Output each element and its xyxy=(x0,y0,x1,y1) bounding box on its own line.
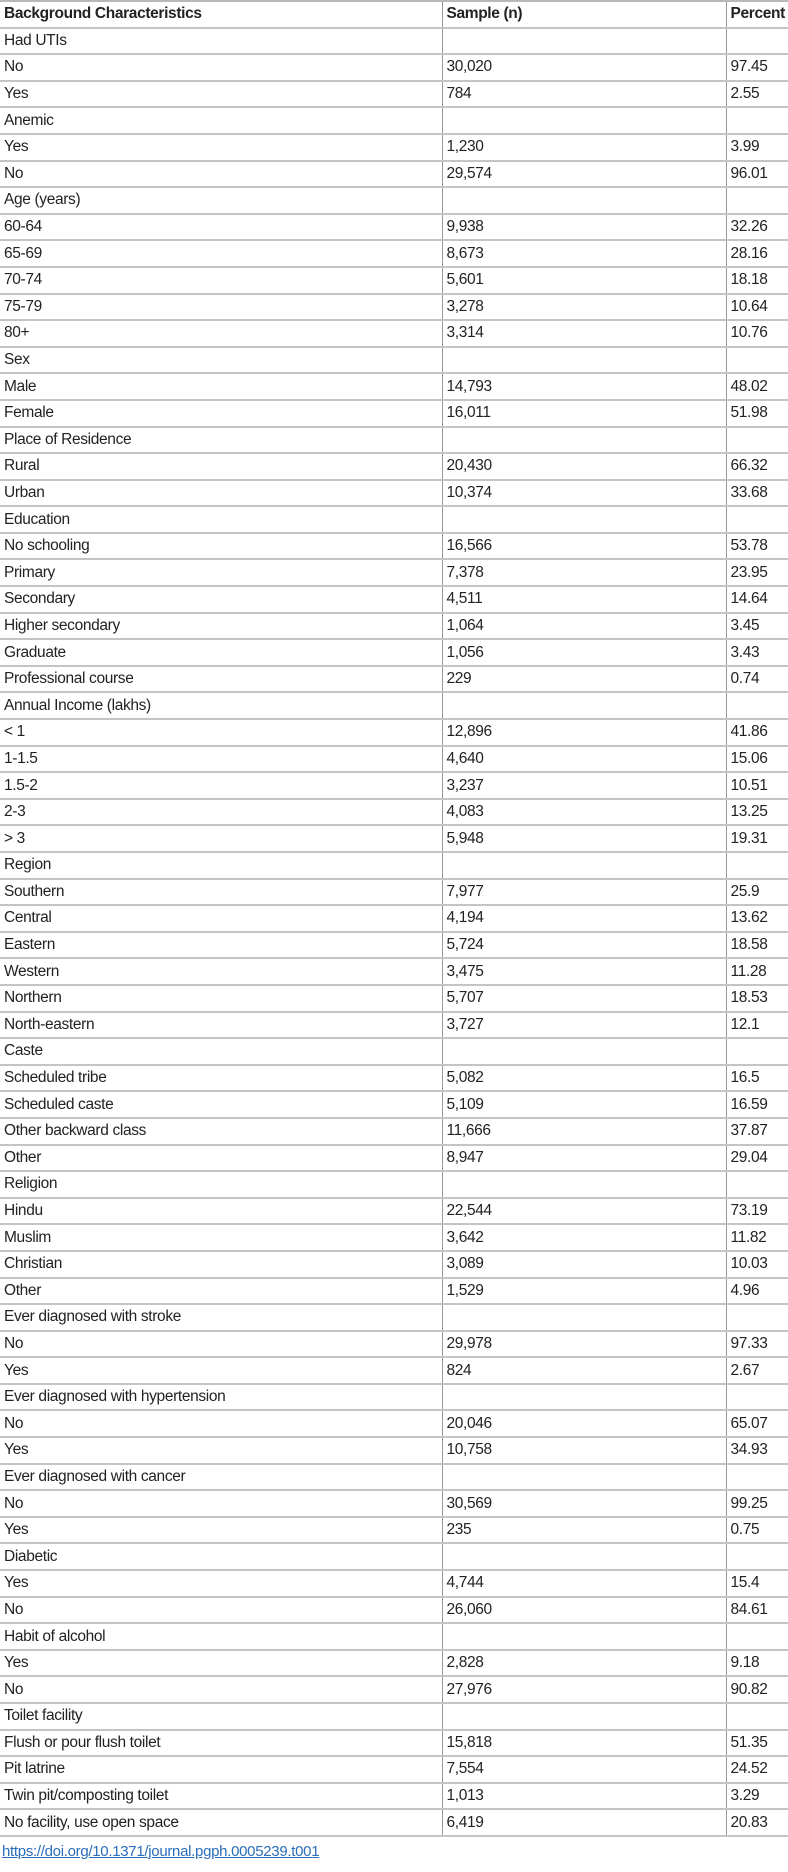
characteristic-cell: Education xyxy=(0,506,442,533)
table-row xyxy=(0,1490,788,1517)
percent-cell: 23.95 xyxy=(726,559,788,586)
characteristic-cell: 80+ xyxy=(0,320,442,347)
sample-cell: 1,056 xyxy=(442,639,726,666)
characteristic-cell: Had UTIs xyxy=(0,28,442,55)
percent-cell: 3.29 xyxy=(726,1783,788,1810)
table-row xyxy=(0,1650,788,1677)
percent-cell: 19.31 xyxy=(726,825,788,852)
sample-cell: 6,419 xyxy=(442,1809,726,1836)
table-row xyxy=(0,1357,788,1384)
percent-cell xyxy=(726,1623,788,1650)
table-row xyxy=(0,1171,788,1198)
percent-cell: 12.1 xyxy=(726,1012,788,1039)
percent-cell: 65.07 xyxy=(726,1410,788,1437)
characteristic-cell: Western xyxy=(0,958,442,985)
sample-cell: 5,601 xyxy=(442,267,726,294)
percent-cell xyxy=(726,1464,788,1491)
sample-cell: 3,089 xyxy=(442,1251,726,1278)
table-row xyxy=(0,214,788,241)
table-row xyxy=(0,1730,788,1757)
characteristic-cell: Other xyxy=(0,1145,442,1172)
percent-cell: 0.74 xyxy=(726,666,788,693)
sample-cell: 9,938 xyxy=(442,214,726,241)
sample-cell xyxy=(442,1623,726,1650)
sample-cell: 11,666 xyxy=(442,1118,726,1145)
sample-cell xyxy=(442,1543,726,1570)
characteristic-cell: No facility, use open space xyxy=(0,1809,442,1836)
sample-cell: 784 xyxy=(442,81,726,108)
percent-cell: 15.4 xyxy=(726,1570,788,1597)
sample-cell: 15,818 xyxy=(442,1730,726,1757)
characteristic-cell: No xyxy=(0,1410,442,1437)
sample-cell: 229 xyxy=(442,666,726,693)
sample-cell: 824 xyxy=(442,1357,726,1384)
characteristic-cell: Twin pit/composting toilet xyxy=(0,1783,442,1810)
sample-cell: 12,896 xyxy=(442,719,726,746)
table-row xyxy=(0,1012,788,1039)
sample-cell: 7,977 xyxy=(442,879,726,906)
percent-cell: 28.16 xyxy=(726,240,788,267)
characteristic-cell: No schooling xyxy=(0,533,442,560)
characteristic-cell: Muslim xyxy=(0,1224,442,1251)
characteristic-cell: Hindu xyxy=(0,1198,442,1225)
table-row xyxy=(0,746,788,773)
sample-cell: 3,475 xyxy=(442,958,726,985)
table-row xyxy=(0,161,788,188)
percent-cell xyxy=(726,28,788,55)
characteristic-cell: Habit of alcohol xyxy=(0,1623,442,1650)
table-row xyxy=(0,613,788,640)
table-row xyxy=(0,54,788,81)
table-row xyxy=(0,666,788,693)
characteristic-cell: 70-74 xyxy=(0,267,442,294)
table-row xyxy=(0,692,788,719)
percent-cell: 48.02 xyxy=(726,373,788,400)
sample-cell: 10,374 xyxy=(442,480,726,507)
sample-cell: 5,707 xyxy=(442,985,726,1012)
table-row xyxy=(0,852,788,879)
sample-cell: 5,109 xyxy=(442,1091,726,1118)
table-row xyxy=(0,1384,788,1411)
table-row xyxy=(0,639,788,666)
sample-cell: 7,378 xyxy=(442,559,726,586)
header-sample: Sample (n) xyxy=(442,1,726,28)
sample-cell: 1,013 xyxy=(442,1783,726,1810)
table-row xyxy=(0,719,788,746)
characteristic-cell: Caste xyxy=(0,1038,442,1065)
sample-cell: 20,046 xyxy=(442,1410,726,1437)
percent-cell: 10.64 xyxy=(726,294,788,321)
characteristic-cell: Northern xyxy=(0,985,442,1012)
table-row xyxy=(0,772,788,799)
characteristic-cell: Ever diagnosed with stroke xyxy=(0,1304,442,1331)
characteristic-cell: Other xyxy=(0,1278,442,1305)
percent-cell: 96.01 xyxy=(726,161,788,188)
table-row xyxy=(0,799,788,826)
table-row xyxy=(0,1278,788,1305)
percent-cell: 99.25 xyxy=(726,1490,788,1517)
sample-cell: 1,230 xyxy=(442,134,726,161)
sample-cell xyxy=(442,1464,726,1491)
percent-cell: 18.58 xyxy=(726,932,788,959)
characteristic-cell: Female xyxy=(0,400,442,427)
characteristic-cell: 2-3 xyxy=(0,799,442,826)
percent-cell: 53.78 xyxy=(726,533,788,560)
sample-cell: 8,947 xyxy=(442,1145,726,1172)
percent-cell xyxy=(726,107,788,134)
header-row xyxy=(0,1,788,28)
table-row xyxy=(0,1703,788,1730)
table-row xyxy=(0,1331,788,1358)
footer xyxy=(0,1843,788,1860)
percent-cell xyxy=(726,692,788,719)
sample-cell xyxy=(442,1171,726,1198)
table-row xyxy=(0,1198,788,1225)
sample-cell: 3,237 xyxy=(442,772,726,799)
characteristic-cell: Religion xyxy=(0,1171,442,1198)
characteristic-cell: Urban xyxy=(0,480,442,507)
table-row xyxy=(0,28,788,55)
characteristic-cell: Sex xyxy=(0,347,442,374)
percent-cell: 73.19 xyxy=(726,1198,788,1225)
characteristic-cell: 65-69 xyxy=(0,240,442,267)
table-row xyxy=(0,1437,788,1464)
characteristic-cell: > 3 xyxy=(0,825,442,852)
table-row xyxy=(0,294,788,321)
characteristic-cell: Secondary xyxy=(0,586,442,613)
sample-cell: 20,430 xyxy=(442,453,726,480)
percent-cell: 3.99 xyxy=(726,134,788,161)
characteristic-cell: Scheduled tribe xyxy=(0,1065,442,1092)
table-row xyxy=(0,905,788,932)
table-row xyxy=(0,134,788,161)
table-row xyxy=(0,240,788,267)
sample-cell: 16,566 xyxy=(442,533,726,560)
characteristic-cell: Toilet facility xyxy=(0,1703,442,1730)
characteristic-cell: 1-1.5 xyxy=(0,746,442,773)
percent-cell: 10.76 xyxy=(726,320,788,347)
table-row xyxy=(0,373,788,400)
table-row xyxy=(0,427,788,454)
sample-cell: 5,082 xyxy=(442,1065,726,1092)
percent-cell xyxy=(726,347,788,374)
percent-cell: 2.67 xyxy=(726,1357,788,1384)
sample-cell: 7,554 xyxy=(442,1756,726,1783)
sample-cell: 5,724 xyxy=(442,932,726,959)
percent-cell: 13.62 xyxy=(726,905,788,932)
characteristic-cell: No xyxy=(0,54,442,81)
characteristic-cell: Yes xyxy=(0,81,442,108)
percent-cell: 10.51 xyxy=(726,772,788,799)
percent-cell: 25.9 xyxy=(726,879,788,906)
sample-cell: 8,673 xyxy=(442,240,726,267)
sample-cell: 4,511 xyxy=(442,586,726,613)
characteristic-cell: Christian xyxy=(0,1251,442,1278)
characteristic-cell: No xyxy=(0,161,442,188)
table-row xyxy=(0,187,788,214)
sample-cell: 10,758 xyxy=(442,1437,726,1464)
sample-cell: 235 xyxy=(442,1517,726,1544)
table-row xyxy=(0,879,788,906)
table-row xyxy=(0,1543,788,1570)
table-row xyxy=(0,1251,788,1278)
sample-cell xyxy=(442,852,726,879)
percent-cell: 51.35 xyxy=(726,1730,788,1757)
table-row xyxy=(0,1145,788,1172)
characteristic-cell: Yes xyxy=(0,1570,442,1597)
sample-cell: 27,976 xyxy=(442,1676,726,1703)
table-row xyxy=(0,1809,788,1836)
sample-cell: 29,574 xyxy=(442,161,726,188)
characteristic-cell: 1.5-2 xyxy=(0,772,442,799)
table-row xyxy=(0,506,788,533)
characteristic-cell: < 1 xyxy=(0,719,442,746)
percent-cell: 37.87 xyxy=(726,1118,788,1145)
characteristic-cell: 60-64 xyxy=(0,214,442,241)
table-row xyxy=(0,1464,788,1491)
percent-cell xyxy=(726,187,788,214)
percent-cell xyxy=(726,1038,788,1065)
percent-cell xyxy=(726,506,788,533)
sample-cell: 3,727 xyxy=(442,1012,726,1039)
characteristic-cell: 75-79 xyxy=(0,294,442,321)
characteristic-cell: Yes xyxy=(0,1357,442,1384)
characteristic-cell: Other backward class xyxy=(0,1118,442,1145)
percent-cell: 0.75 xyxy=(726,1517,788,1544)
characteristic-cell: Graduate xyxy=(0,639,442,666)
characteristic-cell: North-eastern xyxy=(0,1012,442,1039)
sample-cell: 4,640 xyxy=(442,746,726,773)
doi-link[interactable]: https://doi.org/10.1371/journal.pgph.0005239.t001 xyxy=(2,1842,320,1860)
characteristic-cell: Ever diagnosed with hypertension xyxy=(0,1384,442,1411)
table-row xyxy=(0,958,788,985)
table-row xyxy=(0,825,788,852)
table-row xyxy=(0,932,788,959)
percent-cell: 4.96 xyxy=(726,1278,788,1305)
percent-cell: 16.5 xyxy=(726,1065,788,1092)
characteristic-cell: Diabetic xyxy=(0,1543,442,1570)
sample-cell: 3,642 xyxy=(442,1224,726,1251)
table-row xyxy=(0,1038,788,1065)
percent-cell: 90.82 xyxy=(726,1676,788,1703)
percent-cell: 14.64 xyxy=(726,586,788,613)
sample-cell xyxy=(442,692,726,719)
table-row xyxy=(0,559,788,586)
characteristic-cell: Pit latrine xyxy=(0,1756,442,1783)
characteristic-cell: Annual Income (lakhs) xyxy=(0,692,442,719)
percent-cell: 11.82 xyxy=(726,1224,788,1251)
table-row xyxy=(0,1570,788,1597)
characteristic-cell: No xyxy=(0,1331,442,1358)
percent-cell: 20.83 xyxy=(726,1809,788,1836)
sample-cell: 3,278 xyxy=(442,294,726,321)
sample-cell: 1,064 xyxy=(442,613,726,640)
sample-cell xyxy=(442,506,726,533)
percent-cell xyxy=(726,427,788,454)
sample-cell xyxy=(442,28,726,55)
table-row xyxy=(0,1756,788,1783)
sample-cell xyxy=(442,427,726,454)
percent-cell xyxy=(726,1304,788,1331)
sample-cell xyxy=(442,347,726,374)
characteristic-cell: Yes xyxy=(0,134,442,161)
table-row xyxy=(0,1517,788,1544)
percent-cell: 18.53 xyxy=(726,985,788,1012)
sample-cell: 22,544 xyxy=(442,1198,726,1225)
characteristic-cell: Rural xyxy=(0,453,442,480)
table-row xyxy=(0,586,788,613)
sample-cell xyxy=(442,1038,726,1065)
characteristic-cell: Professional course xyxy=(0,666,442,693)
percent-cell: 84.61 xyxy=(726,1597,788,1624)
table-row xyxy=(0,453,788,480)
percent-cell: 33.68 xyxy=(726,480,788,507)
percent-cell: 32.26 xyxy=(726,214,788,241)
characteristic-cell: Yes xyxy=(0,1517,442,1544)
sample-cell: 29,978 xyxy=(442,1331,726,1358)
percent-cell: 97.33 xyxy=(726,1331,788,1358)
characteristic-cell: Place of Residence xyxy=(0,427,442,454)
characteristic-cell: Eastern xyxy=(0,932,442,959)
sample-cell: 2,828 xyxy=(442,1650,726,1677)
percent-cell xyxy=(726,1384,788,1411)
percent-cell: 2.55 xyxy=(726,81,788,108)
percent-cell: 10.03 xyxy=(726,1251,788,1278)
percent-cell: 97.45 xyxy=(726,54,788,81)
sample-cell: 3,314 xyxy=(442,320,726,347)
characteristic-cell: Southern xyxy=(0,879,442,906)
table-row xyxy=(0,533,788,560)
header-characteristics: Background Characteristics xyxy=(0,1,442,28)
sample-cell: 4,194 xyxy=(442,905,726,932)
percent-cell: 9.18 xyxy=(726,1650,788,1677)
characteristic-cell: Male xyxy=(0,373,442,400)
table-row xyxy=(0,267,788,294)
characteristic-cell: No xyxy=(0,1490,442,1517)
characteristic-cell: Yes xyxy=(0,1437,442,1464)
percent-cell: 51.98 xyxy=(726,400,788,427)
table-row xyxy=(0,81,788,108)
characteristic-cell: Central xyxy=(0,905,442,932)
percent-cell: 11.28 xyxy=(726,958,788,985)
sample-cell: 26,060 xyxy=(442,1597,726,1624)
percent-cell: 18.18 xyxy=(726,267,788,294)
percent-cell: 24.52 xyxy=(726,1756,788,1783)
table-row xyxy=(0,1783,788,1810)
characteristic-cell: Flush or pour flush toilet xyxy=(0,1730,442,1757)
sample-cell xyxy=(442,1304,726,1331)
sample-cell xyxy=(442,107,726,134)
table-row xyxy=(0,320,788,347)
characteristic-cell: Age (years) xyxy=(0,187,442,214)
percent-cell: 41.86 xyxy=(726,719,788,746)
percent-cell: 15.06 xyxy=(726,746,788,773)
sample-cell xyxy=(442,1384,726,1411)
percent-cell: 3.43 xyxy=(726,639,788,666)
table-row xyxy=(0,1224,788,1251)
percent-cell xyxy=(726,1543,788,1570)
characteristic-cell: No xyxy=(0,1676,442,1703)
table-row xyxy=(0,1304,788,1331)
characteristic-cell: Primary xyxy=(0,559,442,586)
sample-cell: 14,793 xyxy=(442,373,726,400)
sample-cell: 1,529 xyxy=(442,1278,726,1305)
table-row xyxy=(0,1065,788,1092)
sample-cell xyxy=(442,1703,726,1730)
table-row xyxy=(0,107,788,134)
percent-cell: 3.45 xyxy=(726,613,788,640)
table-row xyxy=(0,1623,788,1650)
table-row xyxy=(0,1676,788,1703)
table-row xyxy=(0,985,788,1012)
sample-cell: 4,083 xyxy=(442,799,726,826)
characteristic-cell: Yes xyxy=(0,1650,442,1677)
table-row xyxy=(0,400,788,427)
characteristic-cell: Scheduled caste xyxy=(0,1091,442,1118)
table-row xyxy=(0,1118,788,1145)
percent-cell: 66.32 xyxy=(726,453,788,480)
table-row xyxy=(0,1410,788,1437)
characteristic-cell: Region xyxy=(0,852,442,879)
percent-cell: 34.93 xyxy=(726,1437,788,1464)
characteristic-cell: Higher secondary xyxy=(0,613,442,640)
sample-cell: 30,569 xyxy=(442,1490,726,1517)
sample-cell: 16,011 xyxy=(442,400,726,427)
characteristic-cell: No xyxy=(0,1597,442,1624)
percent-cell: 16.59 xyxy=(726,1091,788,1118)
percent-cell xyxy=(726,852,788,879)
percent-cell xyxy=(726,1703,788,1730)
characteristic-cell: Ever diagnosed with cancer xyxy=(0,1464,442,1491)
characteristic-cell: Anemic xyxy=(0,107,442,134)
table-row xyxy=(0,480,788,507)
percent-cell xyxy=(726,1171,788,1198)
header-percent: Percent xyxy=(726,1,788,28)
percent-cell: 13.25 xyxy=(726,799,788,826)
percent-cell: 29.04 xyxy=(726,1145,788,1172)
sample-cell: 30,020 xyxy=(442,54,726,81)
sample-cell: 4,744 xyxy=(442,1570,726,1597)
table-row xyxy=(0,347,788,374)
sample-cell: 5,948 xyxy=(442,825,726,852)
table-row xyxy=(0,1091,788,1118)
table-row xyxy=(0,1597,788,1624)
sample-cell xyxy=(442,187,726,214)
